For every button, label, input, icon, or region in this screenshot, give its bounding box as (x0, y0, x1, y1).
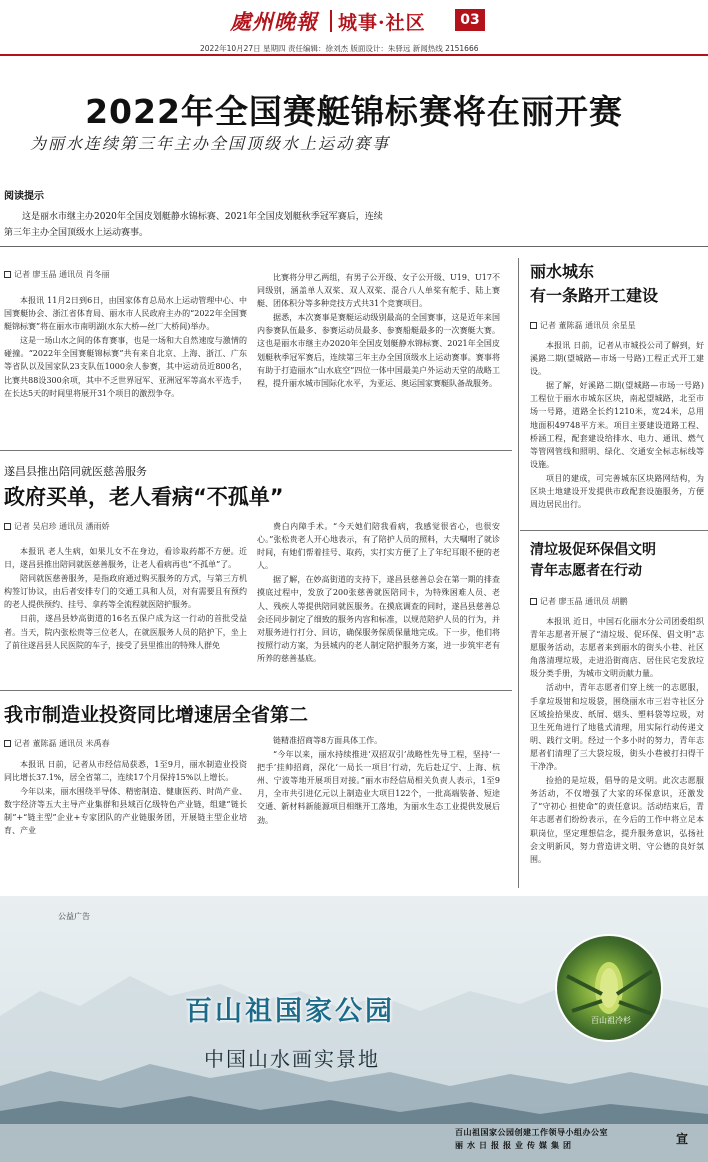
story-divider (520, 530, 708, 531)
paragraph: 活动中，青年志愿者们穿上统一的志愿服，手拿垃圾钳和垃圾袋，围绕丽水市三岩寺社区分区域捡拾果皮、纸屑、烟头、塑料袋等垃圾，对卫生死角进行了地毯式清理，用实际行动传递文明、践行文明。经过一个多小时的努力，青年志愿者们清理了三大袋垃圾，街头小巷被打扫得干干净净。 (530, 683, 704, 772)
paragraph: 日前，遂昌县妙高街道的16名五保户成为这一行动的首批受益者。当天，院内张松贵等三位老人，在就医服务人员的陪护下，坐上了前往遂昌县人民医院的车子，接受了县里推出的特殊人群免 (4, 614, 247, 650)
side2-byline-text: 记者 廖玉晶 通讯员 胡鹏 (540, 597, 628, 606)
page-number-badge: 03 (455, 9, 485, 31)
sidebar-rule (518, 258, 519, 888)
paragraph: 据悉，本次赛事是赛艇运动级别最高的全国赛事，这是近年来国内参赛队伍最多、参赛运动员最多、参赛船艇最多的一次赛艇大赛。这也是丽水市继主办2020年全国皮划艇静水锦标赛、2021年全国皮划艇秋季冠军赛后，连续第三年主办全国顶级水上运动赛事。赛事将有助于打造丽水“山水底空”四位一体中国最美户外运动天堂的战略工程，提升丽水城市国际化水平，为亚运、奥运国家赛艇队备战服务。 (257, 313, 500, 388)
side1-headline-line1: 丽水城东 (530, 262, 595, 281)
side1-headline (530, 260, 658, 308)
main-headline: 2022年全国赛艇锦标赛将在丽开赛 (85, 92, 623, 131)
side1-headline-line2: 有一条路开工建设 (530, 286, 659, 305)
side2-body (530, 615, 704, 867)
main-byline-text: 记者 廖玉晶 通讯员 肖冬丽 (14, 270, 110, 279)
public-service-ad (0, 896, 708, 1162)
side2-headline-line2: 青年志愿者在行动 (530, 563, 642, 579)
main-col1 (4, 294, 247, 401)
paragraph: 本报讯 日前，记者从市经信局获悉，1至9月，丽水制造业投资同比增长37.1%，居全省第二，连续17个月保持15%以上增长。 (4, 760, 247, 783)
byline-square-icon (4, 740, 11, 747)
paragraph: 比赛将分甲乙两组，有男子公开级、女子公开级、U19、U17不同级别，涵盖单人双桨、双人双桨、混合八人单桨有舵手、陆上赛艇、团体积分等多种竞技方式共31个竞赛项目。 (257, 273, 500, 309)
paragraph: “今年以来，丽水持续推进‘双招双引’战略性先导工程，坚持‘一把手’挂帅招商，深化‘一局长一项目’行动，先后赴辽宁、上海、杭州、宁波等地开展项目对接。”丽水市经信局相关负责人表示，1至9月，全市共引进亿元以上制造业大项目122个，一批高端装备、短途交通、新材料新能源项目相继开工落地，为丽水生态工业提供发展后劲。 (257, 750, 500, 825)
paragraph: 本报讯 近日，中国石化丽水分公司团委组织青年志愿者开展了“清垃圾、促环保、倡文明”志愿服务活动，志愿者来到丽水的街头小巷、社区角落清理垃圾，走进沿街商店、居住民宅发放垃圾分类手册，为城市文明贡献力量。 (530, 617, 704, 679)
story3-byline (4, 738, 110, 749)
main-col2 (257, 271, 500, 391)
main-byline (4, 269, 110, 280)
ad-tag: 公益广告 (58, 912, 90, 921)
side2-headline (530, 540, 656, 582)
story3-col2 (257, 734, 500, 828)
story3-byline-text: 记者 董陈磊 通讯员 米禹春 (14, 739, 110, 748)
ad-sponsor-line1: 百山祖国家公园创建工作领导小组办公室 (455, 1127, 608, 1137)
paragraph: 链精准招商等8方面具体工作。 (273, 736, 383, 745)
side1-body (530, 339, 704, 512)
story3-col1 (4, 758, 247, 839)
paragraph: 本报讯 老人生病，如果儿女不在身边，看诊取药都不方便。近日，遂昌县推出陪同就医慈善服务，让老人看病再也“不孤单”了。 (4, 547, 247, 570)
paragraph: 捡拾的是垃圾，倡导的是文明。此次志愿服务活动，不仅增强了大家的环保意识，还激发了“守初心 担使命”的责任意识。活动结束后，青年志愿者们纷纷表示，在今后的工作中将立足本职岗位，坚定理想信念，提升服务意识，弘扬社会文明新风，努力营造讲文明、守公德的良好氛围。 (530, 776, 704, 864)
reading-tip-box (0, 187, 708, 247)
side2-byline (530, 596, 628, 607)
masthead (0, 0, 708, 44)
masthead-meta: 2022年10月27日 星期四 责任编辑：徐刘杰 版面设计：朱驿远 新闻热线 2151666 (200, 44, 479, 53)
photo-caption: 百山祖冷杉 (591, 1016, 631, 1025)
story-divider (0, 690, 512, 691)
reading-tip-text: 这是丽水市继主办2020年全国皮划艇静水锦标赛、2021年全国皮划艇秋季冠军赛后，连续第三年主办全国顶级水上运动赛事。 (4, 212, 383, 238)
story-divider (0, 450, 512, 451)
side1-byline-text: 记者 董陈磊 通讯员 余星星 (540, 321, 636, 330)
paragraph: 陪同就医慈善服务，是指政府通过购买服务的方式，与第三方机构签订协议，由后者安排专门的交通工具和人员，对有需要且有预约的老人提供预约、挂号、拿药等全流程就医陪护服务。 (4, 574, 247, 610)
story2-headline: 政府买单，老人看病“不孤单” (4, 485, 284, 509)
byline-square-icon (4, 523, 11, 530)
byline-square-icon (530, 598, 537, 605)
paragraph: 项目的建成，可完善城东区块路网结构，为区块土地建设开发提供市政配套设施服务，方便周边居民出行。 (530, 473, 704, 510)
paragraph: 据了解，在妙高街道的支持下，遂昌县慈善总会在第一期的排查摸底过程中，发放了200张慈善就医陪同卡，为特殊困难人员、老人、残疾人等提供陪同就医服务。在摸底调查的同时，遂昌县慈善总会还同步制定了细致的服务内容和标准，以规范陪护人员的行为，并对服务进行打分、回访，确保服务保质保量地完成。下一步，他们将按照行动方案，为县城内的老人制定陪护服务方案，进一步筑牢老有所养的慈善基底。 (257, 575, 500, 663)
masthead-rule (0, 54, 708, 56)
story2-byline (4, 521, 110, 532)
side1-byline (530, 320, 636, 331)
reading-tip-title: 阅读提示 (4, 191, 44, 202)
story2-col2 (257, 520, 500, 666)
fir-tree-photo (555, 934, 663, 1042)
story3-headline: 我市制造业投资同比增速居全省第二 (4, 704, 309, 726)
paragraph: 费白内障手术。“今天她们陪我看病，我感觉很省心，也很安心。”张松贵老人开心地表示，有了陪护人员的照料，大夫嘱咐了就诊时间，有她们帮着挂号、取药，实打实方便了上了年纪耳眼不便的老人。 (257, 522, 500, 571)
masthead-divider (330, 10, 332, 32)
paragraph: 本报讯 11月2日到6日，由国家体育总局水上运动管理中心、中国赛艇协会、浙江省体育局、丽水市人民政府主办的“2022年全国赛艇锦标赛”将在丽水市南明湖(水东大桥—丝厂大桥间)举办。 (4, 296, 247, 332)
newspaper-logo: 處州晚報 (230, 9, 318, 34)
fir-cone-icon (557, 936, 663, 1042)
side2-headline-line1: 清垃圾促环保倡文明 (530, 542, 656, 558)
paragraph: 今年以来，丽水围绕半导体、精密制造、健康医药、时尚产业、数字经济等五大主导产业集群和县域百亿级特色产业链，组建“链长制”+“链主型”企业+专家团队的产业链服务团，开展链主型企业培育、产业 (4, 787, 247, 836)
byline-square-icon (530, 322, 537, 329)
ad-publicity-mark: 宣 (676, 1132, 689, 1146)
story2-byline-text: 记者 吴启珍 通讯员 潘雨娇 (14, 522, 110, 531)
byline-square-icon (4, 271, 11, 278)
paragraph: 据了解，好溪路二期(望城路—市场一号路)工程位于丽水市城东区块，南起望城路，北至市场一号路，道路全长约1210米，宽24米，总用地面积49748平方米。项目主要建设道路工程、桥涵工程，配套建设给排水、电力、通讯、燃气等管网管线和照明、绿化、交通安全标志标线等设施。 (530, 381, 704, 469)
ad-title: 百山祖国家公园 (185, 996, 395, 1027)
story2-col1 (4, 545, 247, 653)
ad-sponsor-line2: 丽水日报报业传媒集团 (455, 1140, 575, 1150)
ad-subtitle: 中国山水画实景地 (204, 1047, 380, 1071)
main-subhead: 为丽水连续第三年主办全国顶级水上运动赛事 (30, 134, 391, 153)
paragraph: 这是一场山水之间的体育赛事，也是一场和大自然速度与激情的碰撞。“2022年全国赛艇锦标赛”共有来自北京、上海、浙江、广东等省队以及国家队23支队伍1000余人参赛，其中运动员近800名，比赛共88设300余项，其中不乏世界冠军、亚洲冠军等高水平选手，在长达5天的时间里将展开31个项目的激烈争夺。 (4, 336, 247, 398)
paragraph: 本报讯 日前，记者从市城投公司了解到，好溪路二期(望城路—市场一号路)工程正式开工建设。 (530, 341, 704, 377)
section-title: 城事·社区 (338, 12, 426, 34)
story2-kicker: 遂昌县推出陪同就医慈善服务 (4, 465, 147, 478)
